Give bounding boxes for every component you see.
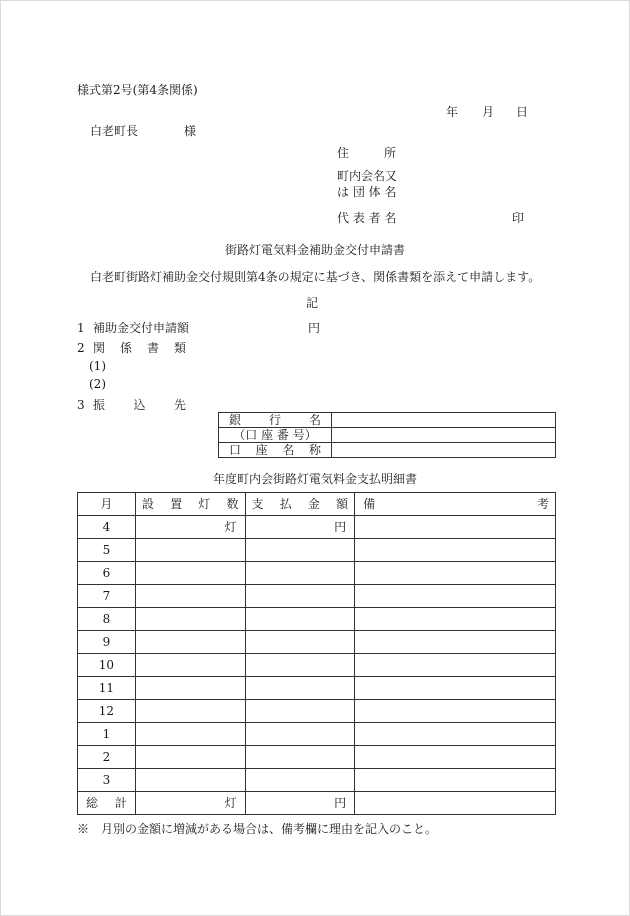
total-amount-cell[interactable] xyxy=(245,792,355,815)
address-label-1: 住 xyxy=(337,146,350,160)
bank-name-value[interactable] xyxy=(332,413,556,428)
lamps-cell[interactable] xyxy=(135,608,245,631)
note-cell[interactable] xyxy=(355,700,556,723)
amount-cell[interactable] xyxy=(245,631,355,654)
table-row xyxy=(78,746,556,769)
month-cell: 1 xyxy=(78,723,136,746)
bank-row-name xyxy=(219,413,556,428)
item3-number: 3 xyxy=(77,398,85,412)
note-cell[interactable] xyxy=(355,585,556,608)
note-cell[interactable] xyxy=(355,516,556,539)
representative-label: 代 表 者 名 xyxy=(337,211,397,225)
detail-header-row xyxy=(78,493,556,516)
total-lamps-cell[interactable] xyxy=(135,792,245,815)
detail-table-title: 年度町内会街路灯電気料金支払明細書 xyxy=(212,472,417,486)
header-amount-char: 支 xyxy=(251,497,264,511)
note-cell[interactable] xyxy=(355,677,556,700)
table-row xyxy=(78,654,556,677)
account-name-char: 口 xyxy=(229,443,242,457)
total-note-cell[interactable] xyxy=(355,792,556,815)
amount-cell[interactable] xyxy=(245,516,355,539)
amount-cell[interactable] xyxy=(245,677,355,700)
document-title: 街路灯電気料金補助金交付申請書 xyxy=(224,243,405,257)
address-label-2: 所 xyxy=(384,146,397,160)
item3-label-char: 振 xyxy=(93,398,106,412)
detail-table xyxy=(77,492,556,815)
item2-label xyxy=(93,342,186,354)
yen-unit: 円 xyxy=(334,520,347,534)
lamps-cell[interactable] xyxy=(135,769,245,792)
table-row xyxy=(78,539,556,562)
header-lamps-char: 置 xyxy=(170,497,183,511)
table-row xyxy=(78,516,556,539)
org-name-label-line1: 町内会名又 xyxy=(337,169,398,183)
header-amount-char: 金 xyxy=(307,497,320,511)
header-amount-char: 額 xyxy=(336,497,349,511)
item3-label xyxy=(93,399,186,411)
addressee-name: 白老町長 xyxy=(90,124,139,138)
account-name-char: 名 xyxy=(282,443,295,457)
header-lamps-char: 設 xyxy=(141,497,154,511)
total-label-char: 計 xyxy=(114,796,127,810)
account-name-value[interactable] xyxy=(332,443,556,458)
bank-name-char: 行 xyxy=(268,413,281,427)
lamps-cell[interactable] xyxy=(135,585,245,608)
sub-item-2: (2) xyxy=(89,377,106,391)
lamps-cell[interactable] xyxy=(135,677,245,700)
header-lamps-char: 数 xyxy=(226,497,239,511)
amount-cell[interactable] xyxy=(245,769,355,792)
table-row xyxy=(78,608,556,631)
month-cell: 2 xyxy=(78,746,136,769)
item2-label-char: 係 xyxy=(119,341,132,355)
footnote: ※ 月別の金額に増減がある場合は、備考欄に理由を記入のこと。 xyxy=(77,822,438,836)
table-row xyxy=(78,631,556,654)
lamps-cell[interactable] xyxy=(135,654,245,677)
item3-label-char: 先 xyxy=(173,398,186,412)
lamps-unit: 灯 xyxy=(224,520,237,534)
account-number-value[interactable] xyxy=(332,428,556,443)
item2-label-char: 関 xyxy=(93,341,106,355)
item1-unit: 円 xyxy=(308,321,321,335)
note-cell[interactable] xyxy=(355,608,556,631)
note-cell[interactable] xyxy=(355,723,556,746)
item2-label-char: 類 xyxy=(173,341,186,355)
header-lamps-char: 灯 xyxy=(198,497,211,511)
lamps-cell[interactable] xyxy=(135,746,245,769)
item1-label: 補助金交付申請額 xyxy=(93,321,190,335)
ki-heading: 記 xyxy=(306,296,319,310)
header-month: 月 xyxy=(78,493,136,516)
note-cell[interactable] xyxy=(355,562,556,585)
note-cell[interactable] xyxy=(355,654,556,677)
amount-cell[interactable] xyxy=(245,608,355,631)
note-cell[interactable] xyxy=(355,746,556,769)
date-month: 月 xyxy=(482,105,495,119)
total-row xyxy=(78,792,556,815)
account-name-char: 称 xyxy=(308,443,321,457)
lamps-unit: 灯 xyxy=(224,796,237,810)
total-label-char: 総 xyxy=(86,796,99,810)
seal-mark: 印 xyxy=(512,211,525,225)
lamps-cell[interactable] xyxy=(135,562,245,585)
amount-cell[interactable] xyxy=(245,654,355,677)
amount-cell[interactable] xyxy=(245,700,355,723)
table-row xyxy=(78,585,556,608)
bank-name-char: 銀 xyxy=(229,413,242,427)
bank-table xyxy=(218,412,556,458)
item1-number: 1 xyxy=(77,321,85,335)
month-cell: 6 xyxy=(78,562,136,585)
body-text: 白老町街路灯補助金交付規則第4条の規定に基づき、関係書類を添えて申請します。 xyxy=(90,270,541,284)
month-cell: 11 xyxy=(78,677,136,700)
note-cell[interactable] xyxy=(355,769,556,792)
amount-cell[interactable] xyxy=(245,585,355,608)
total-label xyxy=(78,792,136,815)
account-name-char: 座 xyxy=(255,443,268,457)
date-day: 日 xyxy=(516,105,529,119)
bank-row-account-name xyxy=(219,443,556,458)
table-row xyxy=(78,723,556,746)
lamps-cell[interactable] xyxy=(135,700,245,723)
month-cell: 8 xyxy=(78,608,136,631)
month-cell: 3 xyxy=(78,769,136,792)
month-cell: 5 xyxy=(78,539,136,562)
header-lamps xyxy=(135,493,245,516)
account-number-label: （口 座 番 号） xyxy=(219,428,332,443)
header-note xyxy=(355,493,556,516)
table-row xyxy=(78,700,556,723)
lamps-cell[interactable] xyxy=(135,631,245,654)
header-note-char: 備 xyxy=(363,497,376,511)
amount-cell[interactable] xyxy=(245,746,355,769)
lamps-cell[interactable] xyxy=(135,516,245,539)
bank-row-account-number xyxy=(219,428,556,443)
item2-number: 2 xyxy=(77,341,85,355)
item2-label-char: 書 xyxy=(146,341,159,355)
note-cell[interactable] xyxy=(355,631,556,654)
lamps-cell[interactable] xyxy=(135,539,245,562)
month-cell: 9 xyxy=(78,631,136,654)
account-name-label xyxy=(219,443,332,458)
lamps-cell[interactable] xyxy=(135,723,245,746)
bank-name-label xyxy=(219,413,332,428)
addressee-honorific: 様 xyxy=(184,124,197,138)
yen-unit: 円 xyxy=(334,796,347,810)
amount-cell[interactable] xyxy=(245,723,355,746)
bank-name-char: 名 xyxy=(308,413,321,427)
form-reference: 様式第2号(第4条関係) xyxy=(77,83,198,97)
sub-item-1: (1) xyxy=(89,359,106,373)
table-row xyxy=(78,769,556,792)
date-year: 年 xyxy=(446,105,459,119)
header-note-char: 考 xyxy=(536,497,549,511)
header-amount xyxy=(245,493,355,516)
amount-cell[interactable] xyxy=(245,562,355,585)
table-row xyxy=(78,677,556,700)
table-row xyxy=(78,562,556,585)
org-name-label-line2: は 団 体 名 xyxy=(337,185,397,199)
month-cell: 7 xyxy=(78,585,136,608)
note-cell[interactable] xyxy=(355,539,556,562)
header-amount-char: 払 xyxy=(279,497,292,511)
amount-cell[interactable] xyxy=(245,539,355,562)
item3-label-char: 込 xyxy=(133,398,146,412)
month-cell: 12 xyxy=(78,700,136,723)
month-cell: 10 xyxy=(78,654,136,677)
month-cell: 4 xyxy=(78,516,136,539)
